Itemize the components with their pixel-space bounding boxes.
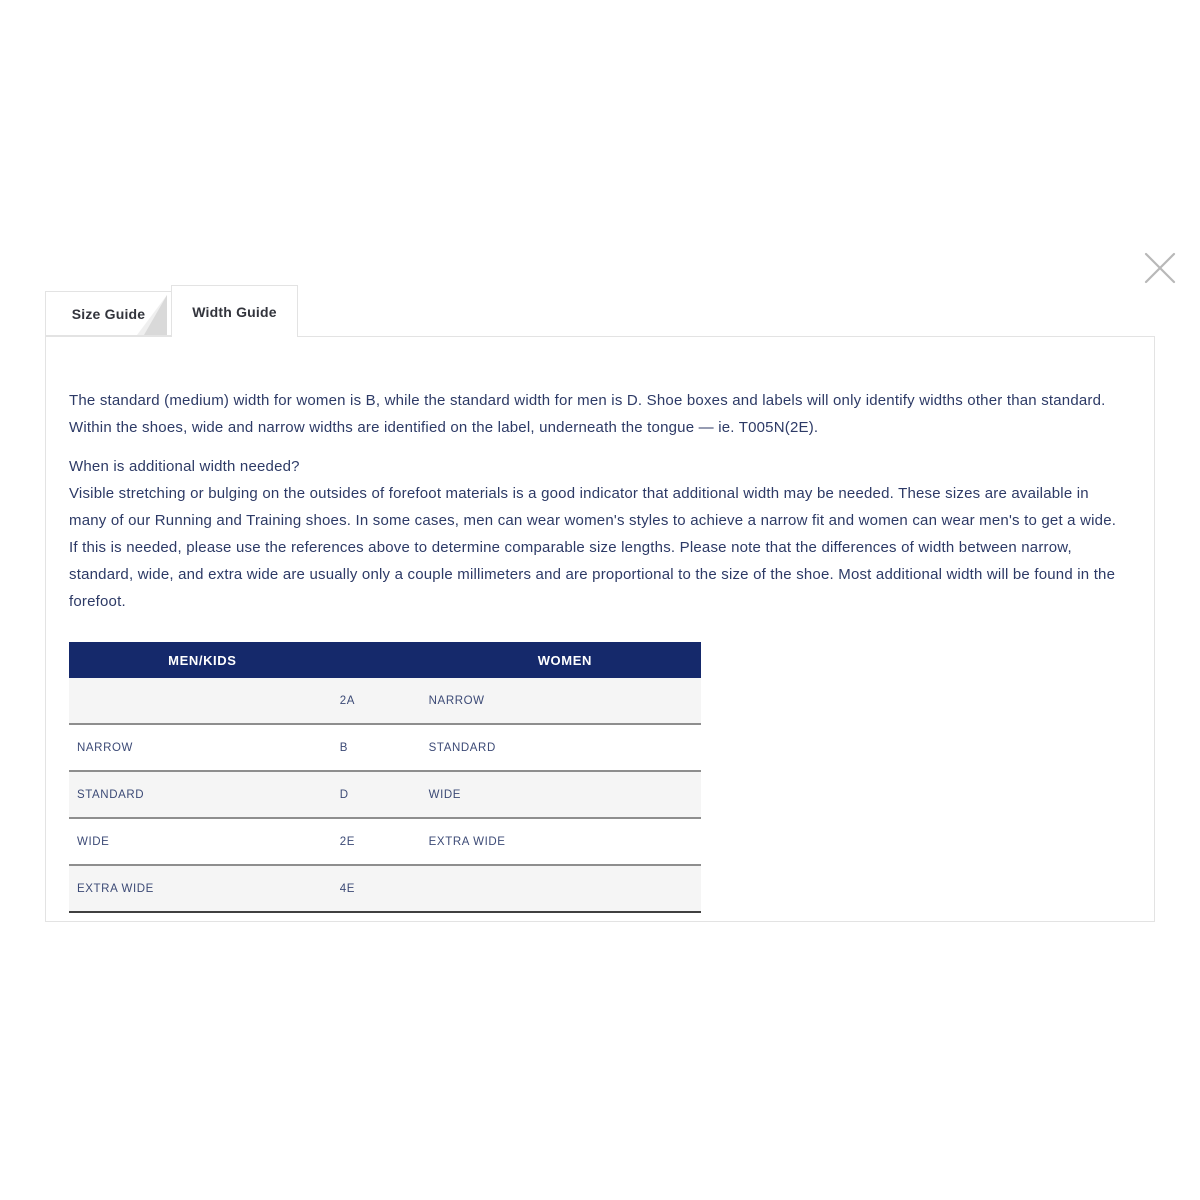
table-row (69, 724, 701, 771)
close-icon[interactable] (1142, 250, 1178, 286)
cell-women: WIDE (421, 771, 701, 818)
cell-women: STANDARD (421, 724, 701, 771)
table-header-row (69, 642, 701, 678)
cell-code: D (328, 771, 421, 818)
cell-women (421, 865, 701, 912)
cell-men: STANDARD (69, 771, 328, 818)
cell-code: 4E (328, 865, 421, 912)
header-code-spacer (328, 642, 421, 678)
width-comparison-table (69, 642, 701, 913)
additional-width-body: Visible stretching or bulging on the outsides of forefoot materials is a good indicator that additional width may be needed. These sizes are available in many of our Running and Training shoes. In some cases, men can wear women's styles to achieve a narrow fit and women can wear men's to get a wide. If this is needed, please use the references above to determine comparable size lengths. Please note that the differences of width between narrow, standard, wide, and extra wide are usually only a couple millimeters and are proportional to the size of the shoe. Most additional width will be found in the forefoot. (69, 485, 1117, 610)
cell-women: NARROW (428, 694, 485, 707)
cell-code: 2A (339, 694, 355, 707)
table-row (69, 771, 701, 818)
tab-size-guide-label: Size Guide (71, 305, 146, 322)
tab-width-guide[interactable] (171, 285, 298, 337)
additional-width-paragraph (69, 453, 1124, 615)
cell-men: EXTRA WIDE (69, 865, 328, 912)
width-guide-panel (45, 336, 1155, 922)
cell-men: NARROW (69, 724, 328, 771)
table-row (69, 865, 701, 912)
tab-size-guide[interactable] (45, 291, 171, 336)
header-women: WOMEN (421, 642, 701, 678)
cell-women: EXTRA WIDE (421, 818, 701, 865)
tab-width-guide-label: Width Guide (192, 303, 277, 320)
cell-code: B (328, 724, 421, 771)
header-men-kids: MEN/KIDS (69, 642, 328, 678)
cell-men (69, 678, 328, 724)
intro-paragraph: The standard (medium) width for women is B, while the standard width for men is D. Shoe boxes and labels will only identify widths other than standard. Within the shoes, wide and narrow widths are identified on the label, underneath the tongue — ie. T005N(2E). (69, 392, 1106, 436)
cell-code: 2E (328, 818, 421, 865)
table-row (69, 818, 701, 865)
cell-men: WIDE (69, 818, 328, 865)
table-row (69, 678, 701, 724)
close-x-glyph (1142, 250, 1178, 286)
additional-width-heading: When is additional width needed? (69, 458, 300, 475)
guide-tabs (45, 285, 298, 336)
